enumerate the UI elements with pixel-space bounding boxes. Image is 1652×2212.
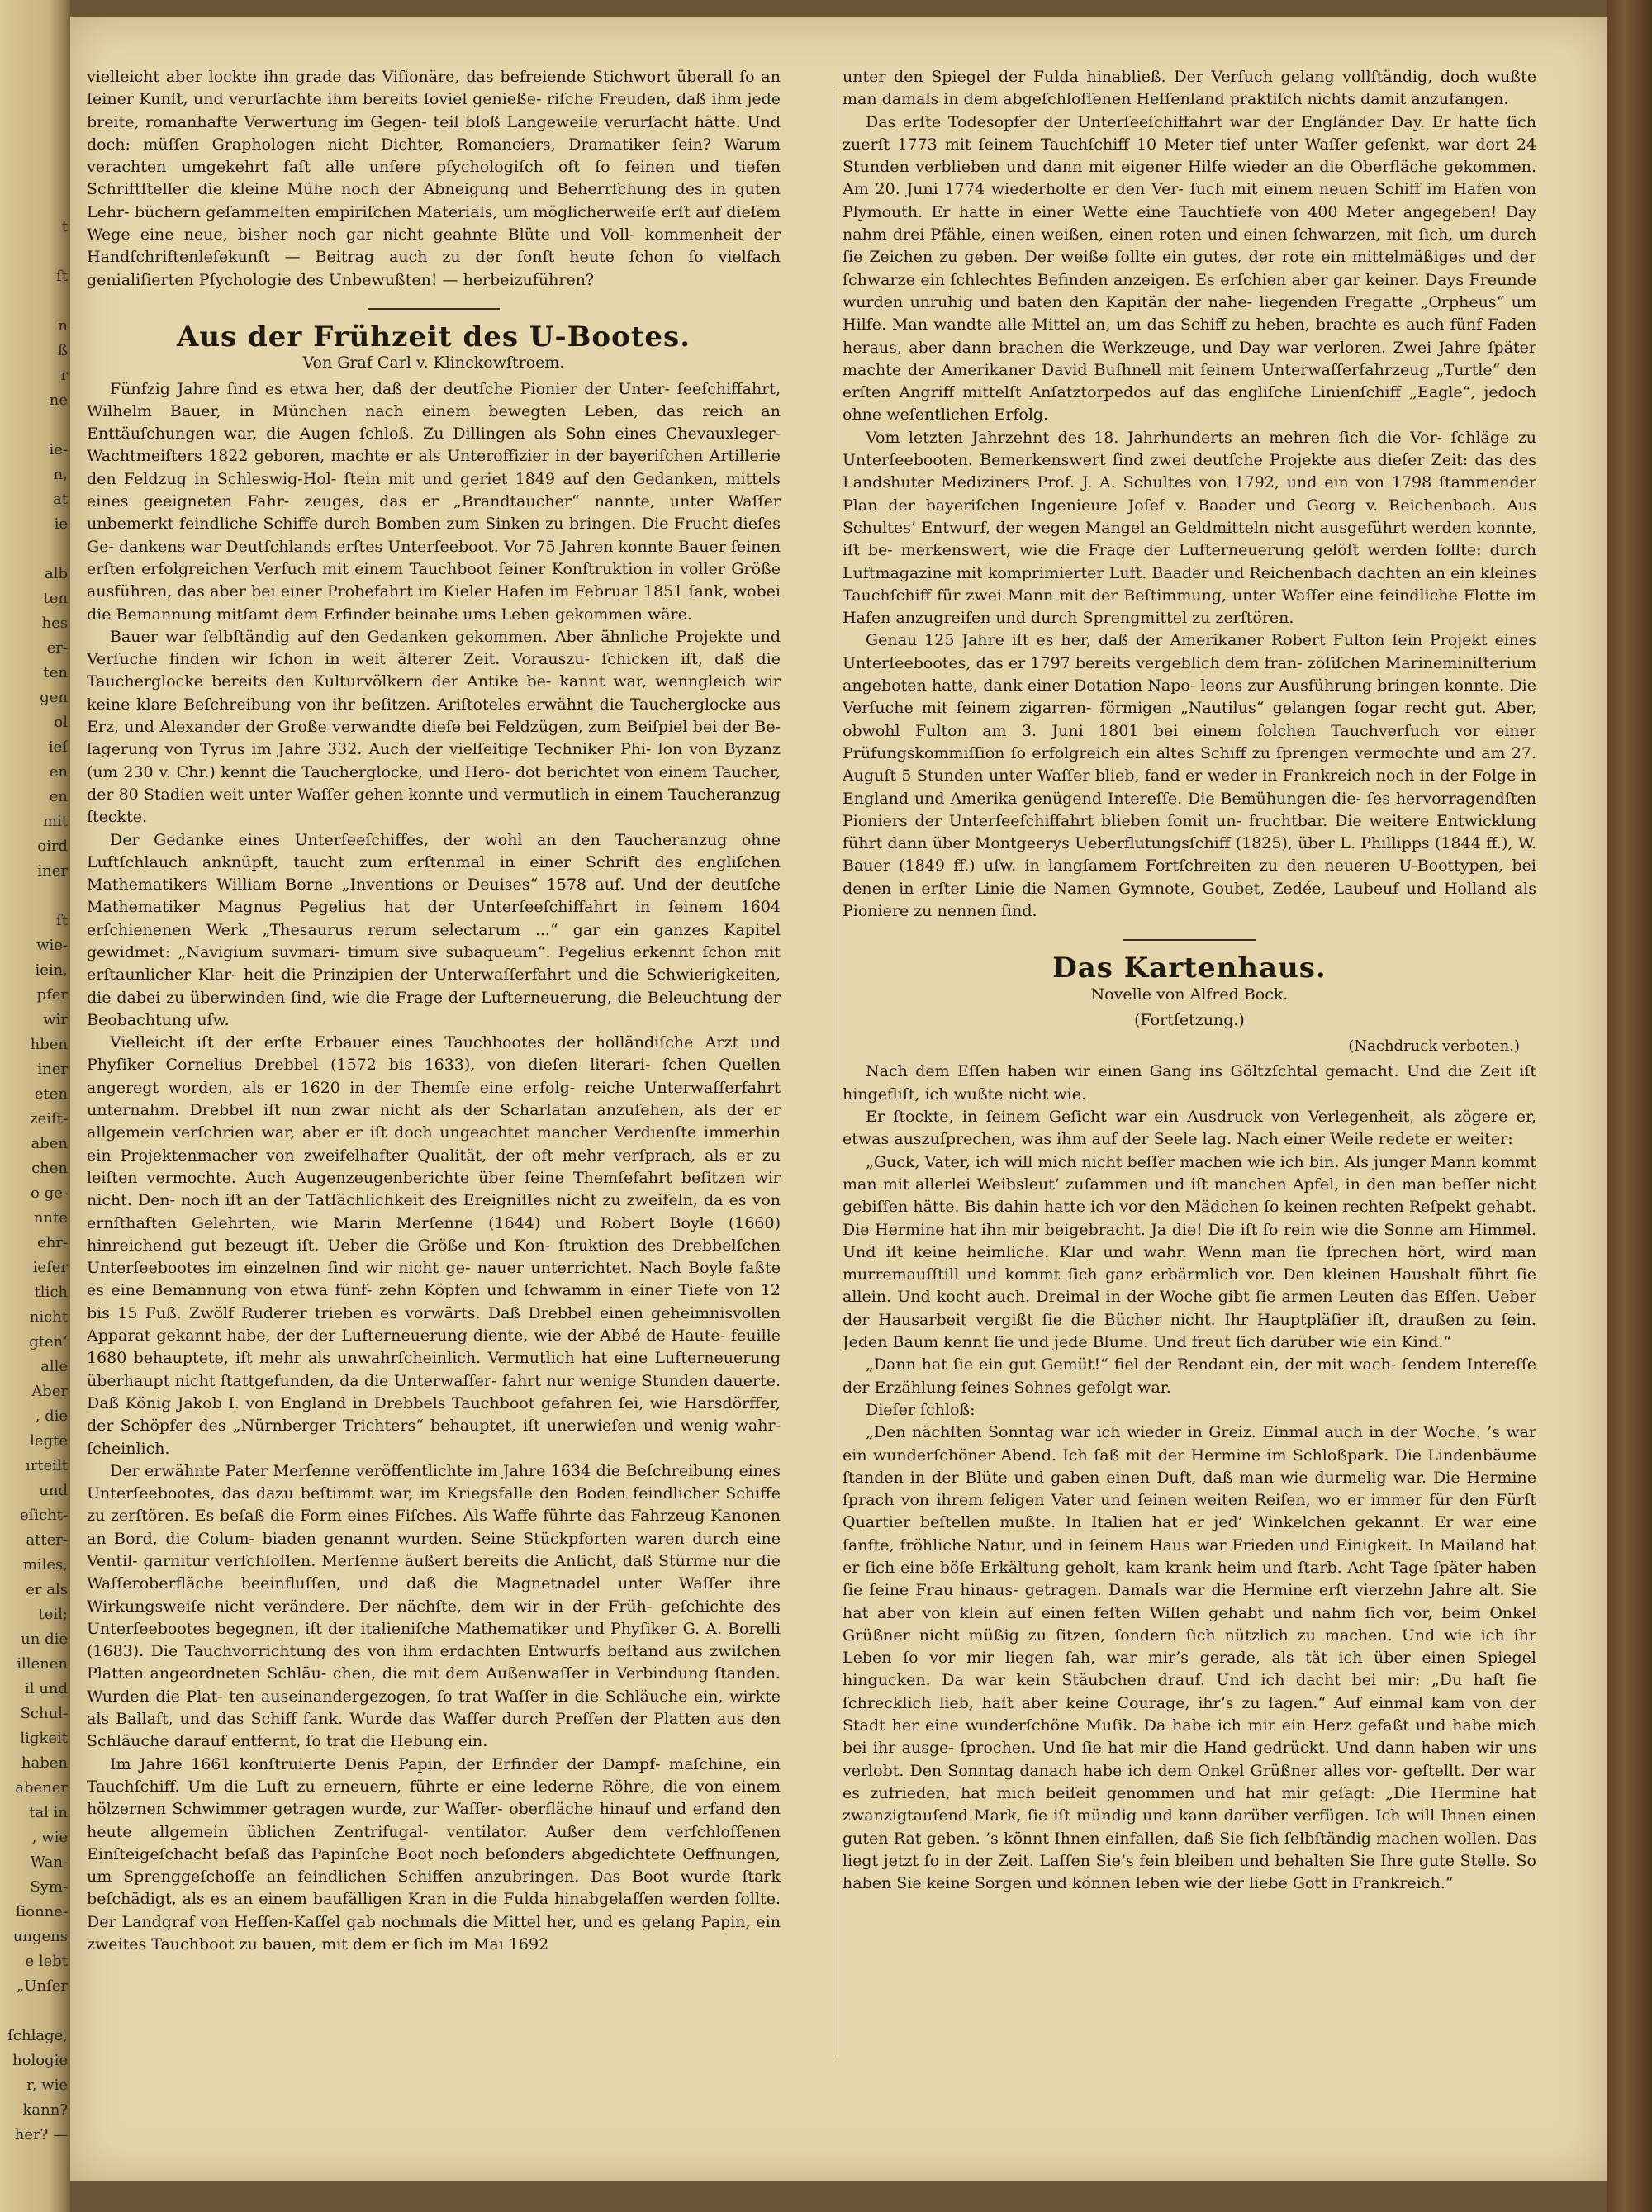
facing-page-fragment: chen	[31, 1160, 68, 1177]
facing-page-fragment: pfer	[36, 986, 68, 1004]
facing-page-fragment	[2, 1999, 68, 2024]
facing-page-fragment: n,	[53, 466, 68, 483]
facing-page-fragment: iner	[37, 1061, 68, 1078]
article-paragraph: Im Jahre 1661 konſtruierte Denis Papin, der Erfinder der Dampf‐ maſchine, ein Tauchſchiff. Um die Luft zu erneuern, führte er eine lederne Röhre, die von einem hölzernen Schwimmer getragen wurde, zur Waſſer‐ oberfläche hinauf und erfand den heute allgemein üblichen Zentrifugal‐ ventilator. Außer dem verſchloſſenen Einſteigeſchacht beſaß das Papinſche Boot noch beſonders abgedichtete Oeffnungen, um Sprenggeſchoſſe an feindlichen Schiffen anzubringen. Das Boot wurde ſtark beſchädigt, als es an einem baufälligen Kran in die Fulda hinabgelaſſen werden ſollte. Der Landgraf von Heſſen‐Kaſſel gab nochmals die Mittel her, und es gelang Papin, ein zweites Tauchboot zu bauen, mit dem er ſich im Mai 1692	[87, 1754, 781, 1954]
facing-page-fragment: , wie	[31, 1829, 68, 1846]
intro-paragraph: vielleicht aber lockte ihn grade das Viſionäre, das befreiende Stichwort überall ſo an ſeiner Kunſt, und verurſachte ihm bereits ſoviel genieße‐ riſche Freuden, daß ihm jede breite, romanhafte Verwertung im Gegen‐ teil bloß Langeweile verurſacht hätte. Und doch: müſſen Graphologen nicht Dichter, Romanciers, Dramatiker ſein? Warum verachten umgekehrt faſt alle unſere pſychologiſch oft ſo feinen und tiefen Schriftſteller die kleine Mühe noch der Abneigung und Beherrſchung des in guten Lehr‐ büchern geſammelten empiriſchen Materials, um möglicherweiſe erſt auf dieſem Wege eine neue, bisher noch gar nicht geahnte Blüte und Voll‐ kommenheit der Handſchriftenleſekunſt — Beitrag auch zu der ſonſt heute ſchon ſo vielfach genialiſierten Pſychologie des Unbewußten! — herbeizuführen?	[87, 68, 781, 289]
facing-page-fragment: hologie	[12, 2052, 68, 2069]
article-paragraph: Der erwähnte Pater Merſenne veröffentlichte im Jahre 1634 die Beſchreibung eines Unterſeebootes, das dazu beſtimmt war, im Kriegsfalle den Boden feindlicher Schiffe zu zerſtören. Es beſaß die Form eines Fiſches. Als Waffe führte das Fahrzeug Kanonen an Bord, die Colum‐ biaden genannt wurden. Seine Stückpforten waren durch eine Ventil‐ garnitur verſchloſſen. Merſenne äußert bereits die Anſicht, daß Stürme nur die Waſſeroberfläche beeinfluſſen, und daß die Magnetnadel unter Waſſer ihre Wirkungsweiſe nicht verändere. Der nächſte, dem wir in der Früh‐ geſchichte des Unterſeebootes begegnen, iſt der italieniſche Mathematiker und Phyſiker G. A. Borelli (1683). Die Tauchvorrichtung des von ihm erdachten Entwurfs beſtand aus zwiſchen Platten angeordneten Schläu‐ chen, die mit dem Außenwaſſer in Verbindung ſtanden. Wurden die Plat‐ ten auseinandergezogen, ſo trat Waſſer in die Schläuche ein, wirkte als Ballaſt, und das Schiff ſank. Wurde das Waſſer durch Preſſen der Platten aus den Schläuche darauf entfernt, ſo trat die Hebung ein.	[87, 1461, 781, 1751]
facing-page-fragment: un die	[21, 1631, 68, 1648]
facing-page-fragment: ieſ	[48, 738, 68, 756]
facing-page-fragment: hes	[41, 615, 68, 632]
facing-page-fragment: o ge‐	[31, 1184, 68, 1202]
facing-page-fragment: illenen	[17, 1655, 68, 1673]
facing-page-fragment: iner	[37, 862, 68, 880]
facing-page-fragment: ſionne‐	[15, 1903, 68, 1920]
article-paragraph: Vielleicht iſt der erſte Erbauer eines Tauchbootes der holländiſche Arzt und Phyſiker Cornelius Drebbel (1572 bis 1633), von dieſen literari‐ ſchen Quellen angeregt worden, als er 1620 in der Themſe eine erfolg‐ reiche Unterwaſſerfahrt unternahm. Drebbel iſt nun zwar nicht als der Scharlatan anzuſehen, als der er allgemein verſchrien war, aber er iſt doch ungeachtet mancher Verdienſte immerhin ein Projektenmacher von zweifelhafter Qualität, der oft mehr verſprach, als er zu leiſten vermochte. Auch Augenzeugenberichte über ſeine Themſefahrt beſitzen wir nicht. Den‐ noch iſt an der Tatſächlichkeit des Ereigniſſes nicht zu zweifeln, da es von ernſthaften Gelehrten, wie Marin Merſenne (1644) und Robert Boyle (1660) hinreichend gut bezeugt iſt. Ueber die Größe und Kon‐ ſtruktion des Drebbelſchen Unterſeebootes im einzelnen ſind wir nicht ge‐ nauer unterrichtet. Nach Boyle faßte es eine Bemannung von etwa fünf‐ zehn Köpfen und ſchwamm in einer Tiefe von 12 bis 15 Fuß. Zwölf Ruderer trieben es vorwärts. Daß Drebbel einen geheimnisvollen Apparat gekannt habe, der der Lufterneuerung diente, wie der Abbé de Haute‐ feuille 1680 behauptete, iſt mehr als unwahrſcheinlich. Vermutlich hat eine Lufterneuerung überhaupt nicht ſtattgefunden, da die Unterwaſſer‐ fahrt nur wenige Stunden dauerte. Daß König Jakob I. von England in Drebbels Tauchboot gefahren ſei, wie Harsdörffer, der Schöpfer des „Nürnberger Trichters“ behauptet, iſt unerwieſen und wenig wahr‐ ſcheinlich.	[87, 1033, 781, 1458]
facing-page-fragment: aben	[31, 1135, 68, 1152]
section-separator	[1123, 939, 1256, 941]
facing-page-fragment: ie	[54, 515, 68, 533]
facing-page-fragment: eten	[34, 1085, 68, 1103]
facing-page-fragment: alle	[40, 1358, 68, 1375]
facing-page-fragment: er als	[26, 1581, 68, 1598]
facing-page-fragment: Aber	[31, 1383, 68, 1400]
facing-page-fragment: ol	[54, 714, 68, 731]
facing-page-fragment: wie‐	[36, 937, 68, 954]
facing-page-fragment: ieſer	[32, 1259, 68, 1276]
facing-page-fragment: tal in	[29, 1804, 68, 1821]
facing-page-fragment: miles,	[22, 1556, 68, 1574]
facing-page-fragment: at	[53, 491, 68, 508]
facing-page-fragment: gten‘	[29, 1333, 68, 1350]
story-title: Das Kartenhaus.	[1052, 952, 1327, 985]
facing-page-fragment	[2, 537, 68, 562]
facing-page-fragment: tlich	[34, 1284, 68, 1301]
story-paragraph: „Dann hat ſie ein gut Gemüt!“ fiel der Rendant ein, der mit wach‐ ſendem Intereſſe der Erzählung ſeines Sohnes gefolgt war.	[843, 1355, 1536, 1397]
section-separator	[368, 308, 500, 310]
facing-page-edge	[0, 0, 70, 2212]
facing-page-fragment: ie‐	[49, 441, 68, 458]
facing-page-fragment: zeiſt‐	[30, 1110, 68, 1127]
facing-page-fragment: gen	[40, 689, 68, 706]
article-paragraph: unter den Spiegel der Fulda hinabließ. Der Verſuch gelang vollſtändig, doch wußte man damals in dem abgeſchloſſenen Heſſenland praktiſch nichts damit anzufangen.	[843, 68, 1536, 109]
facing-page-fragment: wir	[43, 1011, 68, 1028]
facing-page-fragment: hben	[30, 1036, 68, 1053]
facing-page-fragment: t	[61, 218, 68, 235]
facing-page-fragment: und	[39, 1482, 68, 1499]
facing-page-fragment: il und	[25, 1680, 68, 1697]
facing-page-fragment: ten	[43, 590, 68, 607]
facing-page-text-fragments	[2, 215, 68, 2148]
facing-page-fragment	[2, 289, 68, 314]
right-column	[843, 66, 1536, 2098]
reprint-notice: (Nachdruck verboten.)	[1348, 1037, 1520, 1056]
facing-page-fragment: legte	[30, 1432, 68, 1450]
article-paragraph: Der Gedanke eines Unterſeeſchiffes, der wohl an den Taucheranzug ohne Luftſchlauch anknüpft, taucht zum erſtenmal in einer Schrift des engliſchen Mathematikers William Borne „Inventions or Deuises“ 1578 auf. Und der deutſche Mathematiker Magnus Pegelius hat der Unterſeeſchiffahrt in ſeinem 1604 erſchienenen Werk „Thesaurus rerum selectarum ...“ gar ein ganzes Kapitel gewidmet: „Navigium suvmari‐ timum sive subaqueum“. Pegelius erkennt ſchon mit erſtaunlicher Klar‐ heit die Prinzipien der Unterwaſſerfahrt und die Schwierigkeiten, die dabei zu überwinden ſind, wie die Frage der Lufterneuerung, die Beleuchtung der Beobachtung uſw.	[87, 830, 781, 1029]
story-paragraph: Nach dem Eſſen haben wir einen Gang ins Göltzſchtal gemacht. Und die Zeit iſt hingefliſt, ich wußte nicht wie.	[843, 1062, 1536, 1104]
facing-page-fragment: ungens	[12, 1928, 68, 1945]
facing-page-fragment: alb	[44, 565, 68, 582]
facing-page-fragment	[2, 413, 68, 438]
facing-page-fragment: ırteilt	[26, 1457, 68, 1474]
facing-page-fragment: oird	[37, 838, 68, 855]
facing-page-fragment: ſchlage,	[7, 2027, 68, 2044]
facing-page-fragment: e lebt	[25, 1953, 68, 1970]
left-column	[87, 66, 781, 2098]
facing-page-fragment: her? —	[14, 2126, 68, 2143]
facing-page-fragment: ‚ die	[35, 1407, 68, 1425]
facing-page-fragment: haben	[21, 1754, 68, 1772]
facing-page-fragment: kann?	[22, 2101, 68, 2119]
facing-page-fragment: ſt	[56, 912, 68, 929]
facing-page-fragment	[2, 240, 68, 264]
story-paragraph: „Den nächſten Sonntag war ich wieder in Greiz. Einmal auch in der Woche. ’s war ein wunderſchöner Abend. Ich ſaß mit der Hermine im Schloßpark. Die Lindenbäume ſtanden in der Blüte und gaben einen Duft, daß man wie durmelig war. Die Hermine ſprach von ihrem ſeligen Vater und ſeinen weiten Reiſen, wo er immer für den Fürſt Quartier beſtellen mußte. In Italien hat er jed’ Winkelchen gekannt. Er war eine ſanfte, fröhliche Natur, und in ſeinem Haus war Frieden und Einigkeit. In Mailand hat er ſich eine böſe Erkältung geholt, kam krank heim und ſtarb. Acht Tage ſpäter haben ſie ſeine Frau hinaus‐ getragen. Damals war die Hermine erſt vierzehn Jahre alt. Sie hat aber von klein auf einen feſten Willen gehabt und nahm ſich vor, beim Onkel Grüßner nicht müßig zu ſitzen, ſondern ſich nützlich zu machen. Und wie ich ihr Leben ſo vor mir liegen ſah, war mir’s gerade, als tät ich über einen Spiegel hingucken. Da war kein Stäubchen drauf. Und ich dacht bei mir: „Du haſt ſie ſchrecklich lieb, haſt aber keine Courage, ihr’s zu ſagen.“ Auf einmal kam von der Stadt her eine wunderſchöne Muſik. Da habe ich mir ein Herz gefaßt und habe mich bei ihr ausge‐ ſprochen. Und ſie hat mir die Hand gedrückt. Und dann haben wir uns verlobt. Den Sonntag danach habe ich dem Onkel Grüßner alles vor‐ geſtellt. Der war es zufrieden, hat mich beiſeit genommen und hat mir geſagt: „Die Hermine hat zwanzigtauſend Mark, ſie iſt mündig und kann darüber verfügen. Ich will Ihnen einen guten Rat geben. ’s könnt Ihnen einfallen, daß Sie ſich ſelbſtändig machen wollen. Das liegt jetzt ſo in der Zeit. Laſſen Sie’s fein bleiben und behalten Sie Ihre gute Stelle. So haben Sie keine Sorgen und können leben wie der liebe Gott in Frankreich.“	[843, 1423, 1536, 1893]
story-paragraph: Er ſtockte, in ſeinem Geſicht war ein Ausdruck von Verlegenheit, als zögere er, etwas auszuſprechen, was ihm auf der Seele lag. Nach einer Weile redete er weiter:	[843, 1108, 1536, 1149]
article-paragraph: Bauer war ſelbſtändig auf den Gedanken gekommen. Aber ähnliche Projekte und Verſuche finden wir ſchon in weit älterer Zeit. Vorauszu‐ ſchicken iſt, daß die Taucherglocke bereits den Kulturvölkern der Antike be‐ kannt war, wenngleich wir keine klare Beſchreibung von ihr beſitzen. Ariſtoteles erwähnt die Taucherglocke aus Erz, und Alexander der Große verwandte dieſe bei Feldzügen, zum Beiſpiel bei der Be‐ lagerung von Tyrus im Jahre 332. Auch der vielſeitige Techniker Phi‐ lon von Byzanz (um 230 v. Chr.) kennt die Taucherglocke, und Hero‐ dot berichtet von einem Taucher, der 80 Stadien weit unter Waſſer gehen konnte und vermutlich in einem Taucheranzug ſteckte.	[87, 627, 781, 827]
article-paragraph: Das erſte Todesopfer der Unterſeeſchiffahrt war der Engländer Day. Er hatte ſich zuerſt 1773 mit ſeinem Tauchſchiff 10 Meter tief unter Waſſer geſenkt, war dort 24 Stunden verblieben und dann mit eigener Hilfe wieder an die Oberfläche gekommen. Am 20. Juni 1774 wiederholte er den Ver‐ ſuch mit einem neuen Schiff im Hafen von Plymouth. Er hatte in einer Wette eine Tauchtiefe von 400 Meter angegeben! Day nahm drei Pfähle, einen weißen, einen roten und einen ſchwarzen, mit ſich, um durch ſie Zeichen zu geben. Der weiße ſollte ein gutes, der rote ein mittelmäßiges und der ſchwarze ein ſchlechtes Befinden anzeigen. Es erſchien aber gar keiner. Days Freunde wurden unruhig und baten den Kapitän der nahe‐ liegenden Fregatte „Orpheus“ um Hilfe. Man wandte alle Mittel an, um das Schiff zu heben, brachte es auch fünf Faden heraus, aber dann brachen die Werkzeuge, und Day war verloren. Zwei Jahre ſpäter machte der Amerikaner David Buſhnell mit ſeinem Unterwaſſerfahrzeug „Turtle“ den erſten Angriff mittelſt Anſatztorpedos auf das engliſche Linienſchiff „Eagle“, jedoch ohne weſentlichen Erfolg.	[843, 112, 1536, 425]
article-paragraph: Vom letzten Jahrzehnt des 18. Jahrhunderts an mehren ſich die Vor‐ ſchläge zu Unterſeebooten. Bemerkenswert ſind zwei deutſche Projekte aus dieſer Zeit: das des Landshuter Mediziners Prof. J. A. Schultes von 1792, und ein von 1798 ſtammender Plan der bayeriſchen Ingenieure Joſef v. Baader und Georg v. Reichenbach. Aus Schultes’ Entwurf, der wegen Mangel an Geldmitteln nicht ausgeführt werden konnte, iſt be‐ merkenswert, wie die Frage der Lufterneuerung gelöſt werden ſollte: durch Luftmagazine mit komprimierter Luft. Baader und Reichenbach dachten an ein kleines Tauchſchiff für zwei Mann mit der Beſtimmung, unter Waſſer eine feindliche Flotte im Hafen anzugreifen und durch Sprengmittel zu zerſtören.	[843, 428, 1536, 628]
facing-page-fragment: Sym‐	[30, 1878, 68, 1896]
facing-page-fragment: en	[49, 788, 68, 805]
story-paragraph: „Guck, Vater, ich will mich nicht beſſer machen wie ich bin. Als junger Mann kommt man mit allerlei Weibsleut’ zuſammen und iſt manchen Apfel, in den man beſſer nicht gebiſſen hätte. Bis dahin hatte ich vor den Mädchen ſo keinen rechten Reſpekt gehabt. Die Hermine hat ihn mir beigebracht. Ja die! Die iſt ſo rein wie die Sonne am Himmel. Und iſt keine heimliche. Klar und wahr. Wenn man ſie ſprechen hört, wird man murremauſſtill und kommt ſich ganz erbärmlich vor. Den kleinen Haushalt führt ſie allein. Und kocht auch. Dreimal in der Woche gibt ſie armen Leuten das Eſſen. Ueber der Hausarbeit vergißt ſie die Bücher nicht. Ihr Hauptpläſier iſt, draußen zu ſein. Jeden Baum kennt ſie und jede Blume. Und freut ſich darüber wie ein Kind.“	[843, 1152, 1536, 1352]
facing-page-fragment: teil;	[38, 1606, 68, 1623]
facing-page-fragment	[2, 884, 68, 909]
facing-page-fragment: nnte	[33, 1209, 68, 1227]
facing-page-fragment: Wan‐	[30, 1854, 68, 1871]
facing-page-fragment: eſicht‐	[19, 1507, 68, 1524]
article-byline: Von Graf Carl v. Klinckowſtroem.	[302, 354, 565, 373]
facing-page-fragment: nicht	[29, 1308, 68, 1326]
facing-page-fragment: ſt	[56, 268, 68, 285]
story-subtitle: Novelle von Alfred Bock.	[1090, 985, 1289, 1004]
facing-page-fragment: ß	[57, 342, 68, 359]
facing-page-fragment: „Unſer	[16, 1977, 68, 1995]
facing-page-fragment: atter‐	[26, 1531, 68, 1549]
facing-page-fragment: Schul‐	[20, 1705, 68, 1722]
article-paragraph: Genau 125 Jahre iſt es her, daß der Amerikaner Robert Fulton ſein Projekt eines Unterſeebootes, das er 1797 bereits vergeblich dem fran‐ zöſiſchen Marineminiſterium angeboten hatte, dank einer Dotation Napo‐ leons zur Ausführung bringen konnte. Die Verſuche mit ſeinem zigarren‐ förmigen „Nautilus“ gelangen ſogar recht gut. Aber, obwohl Fulton am 3. Juni 1801 bei einem ſolchen Tauchverſuch vor einer Prüfungskommiſſion ſo erfolgreich ein altes Schiff zu ſprengen vermochte und am 27. Auguſt 5 Stunden unter Waſſer blieb, fand er weder in Frankreich noch in der Folge in England und Amerika genügend Intereſſe. Die Bemühungen die‐ ſes hervorragendſten Pioniers der Unterſeeſchiffahrt blieben ſomit un‐ fruchtbar. Die weitere Entwicklung führt dann über Montgeerys Ueberflutungsſchiff (1825), über L. Phillipps (1844 ff.), W. Bauer (1849 ff.) uſw. in langſamem Fortſchreiten zu den neueren U‐Boottypen, bei denen in erſter Linie die Namen Gymnote, Goubet, Zedée, Laubeuf und Holland als Pioniere zu nennen ſind.	[843, 631, 1536, 920]
facing-page-fragment: ten	[43, 664, 68, 681]
facing-page-fragment: abener	[15, 1779, 68, 1797]
facing-page-fragment: mit	[42, 813, 68, 830]
facing-page-fragment: r	[60, 367, 68, 384]
facing-page-fragment: r, wie	[26, 2077, 68, 2094]
story-paragraph: Dieſer ſchloß:	[866, 1400, 976, 1419]
story-continuation-note: (Fortſetzung.)	[1134, 1010, 1245, 1029]
facing-page-fragment: n	[58, 317, 68, 335]
facing-page-fragment: er‐	[46, 639, 68, 657]
facing-page-fragment: iein,	[35, 961, 68, 979]
article-paragraph: Fünfzig Jahre ſind es etwa her, daß der deutſche Pionier der Unter‐ ſeeſchiffahrt, Wilhelm Bauer, in München nach einem bewegten Leben, das reich an Enttäuſchungen war, die Augen ſchloß. Zu Dillingen als Sohn eines Chevauxleger‐Wachtmeiſters 1822 geboren, machte er als Unteroffizier in der bayeriſchen Artillerie den Feldzug in Schleswig‐Hol‐ ſtein mit und geriet 1849 auf den Gedanken, mittels eines geeigneten Fahr‐ zeuges, das er „Brandtaucher“ nannte, unter Waſſer unbemerkt feindliche Schiffe durch Bomben zum Sinken zu bringen. Die Frucht dieſes Ge‐ dankens war Deutſchlands erſtes Unterſeeboot. Vor 75 Jahren konnte Bauer ſeinen erſten erfolgreichen Verſuch mit einem Tauchboot ſeiner Konſtruktion in voller Größe ausführen, das aber bei einer Probefahrt im Kieler Hafen im Februar 1851 ſank, wobei die Bemannung mitſamt dem Erfinder beinahe ums Leben gekommen wäre.	[87, 379, 781, 624]
facing-page-fragment: ehr‐	[37, 1234, 68, 1251]
facing-page-fragment: ligkeit	[20, 1730, 68, 1747]
facing-page-fragment: ne	[49, 392, 68, 409]
facing-page-fragment: en	[49, 763, 68, 781]
article-title: Aus der Frühzeit des U‐Bootes.	[176, 320, 691, 354]
book-binding	[1607, 0, 1652, 2212]
